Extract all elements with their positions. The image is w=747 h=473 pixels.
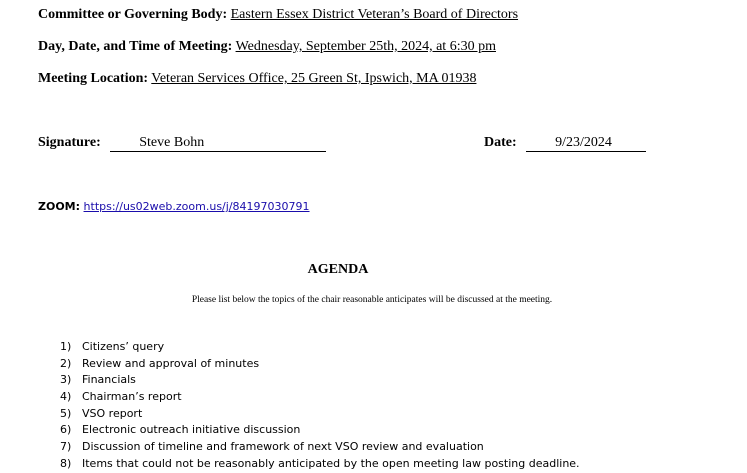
agenda-item-text: Citizens’ query xyxy=(82,340,165,353)
agenda-item-text: Electronic outreach initiative discussion xyxy=(82,423,301,437)
meeting-location-line xyxy=(38,71,476,87)
agenda-item xyxy=(60,439,580,456)
agenda-item-text: Items that could not be reasonably anticipated by the open meeting law posting deadline. xyxy=(82,456,580,470)
signature-row xyxy=(38,135,326,152)
committee-label: Committee or Governing Body: xyxy=(38,7,228,22)
zoom-line xyxy=(38,200,310,213)
signature-label: Signature: xyxy=(38,135,101,150)
meeting-datetime-value: Wednesday, September 25th, 2024, at 6:30 pm xyxy=(235,39,496,54)
agenda-item-number: 5) xyxy=(60,406,72,420)
agenda-item-text: Chairman’s report xyxy=(82,390,182,404)
agenda-item xyxy=(60,422,580,439)
agenda-item-number: 2) xyxy=(60,356,72,370)
agenda-item xyxy=(60,339,580,356)
date-row xyxy=(484,135,646,152)
agenda-item-number: 6) xyxy=(60,423,72,437)
agenda-item-text: Review and approval of minutes xyxy=(82,356,260,370)
agenda-instruction: Please list below the topics of the chair reasonable anticipates will be discussed at the meeting. xyxy=(191,295,553,305)
agenda-item xyxy=(60,406,580,423)
committee-value: Eastern Essex District Veteran’s Board of Directors xyxy=(230,7,519,22)
agenda-item xyxy=(60,356,580,373)
agenda-item-number: 3) xyxy=(60,373,72,387)
agenda-item-number: 1) xyxy=(60,340,72,353)
agenda-item-number: 8) xyxy=(60,456,72,470)
agenda-item-text: VSO report xyxy=(82,406,143,420)
signature-value: Steve Bohn xyxy=(110,135,326,152)
agenda-item xyxy=(60,389,580,406)
meeting-location-value: Veteran Services Office, 25 Green St, Ipswich, MA 01938 xyxy=(151,71,477,86)
zoom-link[interactable]: https://us02web.zoom.us/j/84197030791 xyxy=(83,200,310,213)
agenda-title: AGENDA xyxy=(307,262,369,277)
agenda-item-number: 7) xyxy=(60,440,72,454)
agenda-item-text: Discussion of timeline and framework of next VSO review and evaluation xyxy=(82,440,484,454)
zoom-label: ZOOM: xyxy=(38,200,81,213)
agenda-item-text: Financials xyxy=(82,373,136,387)
meeting-datetime-line xyxy=(38,39,496,55)
committee-line xyxy=(38,7,518,23)
agenda-item-number: 4) xyxy=(60,390,72,404)
agenda-list xyxy=(60,339,580,473)
date-value: 9/23/2024 xyxy=(526,135,646,152)
date-label: Date: xyxy=(484,135,517,150)
meeting-location-label: Meeting Location: xyxy=(38,71,149,86)
agenda-item xyxy=(60,372,580,389)
meeting-datetime-label: Day, Date, and Time of Meeting: xyxy=(38,39,233,54)
agenda-item xyxy=(60,456,580,473)
